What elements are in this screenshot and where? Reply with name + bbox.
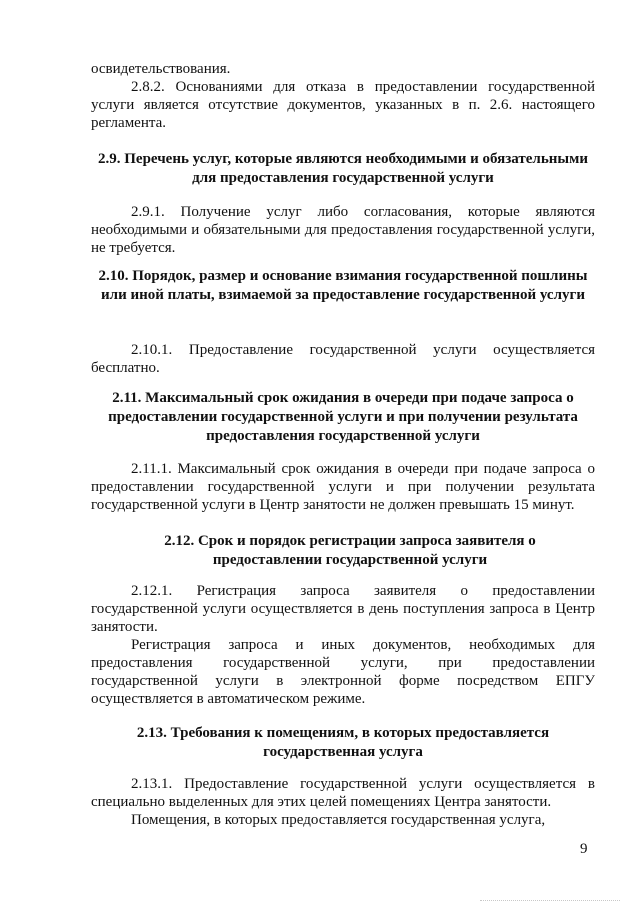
heading-2-10: 2.10. Порядок, размер и основание взимания государственной пошлины или иной платы, взимаемой за предоставление государственной услуги (98, 268, 588, 303)
paragraph-2-11-1: 2.11.1. Максимальный срок ожидания в очереди при подаче запроса о предоставлении государственной услуги и при получении результата государственной услуги в Центр занятости не должен превышать 15 минут. (91, 461, 595, 513)
paragraph-2-8-1-tail: освидетельствования. (91, 61, 231, 77)
paragraph-block-2-8 (91, 60, 595, 132)
paragraph-2-13-1-b: Помещения, в которых предоставляется государственная услуга, (131, 812, 546, 828)
paragraph-block-2-12 (91, 582, 595, 708)
paragraph-block-2-9 (91, 203, 595, 257)
scan-edge-mark (480, 900, 620, 901)
paragraph-2-13-1: 2.13.1. Предоставление государственной услуги осуществляется в специально выделенных для этих целей помещениях Центра занятости. (91, 776, 595, 810)
paragraph-2-12-1-b: Регистрация запроса и иных документов, необходимых для предоставления государственной услуги, при предоставлении государственной услуги в электронной форме посредством ЕПГУ осуществляется в автоматическом режиме. (91, 637, 595, 707)
paragraph-block-2-13 (91, 775, 595, 829)
paragraph-block-2-11 (91, 460, 595, 514)
heading-2-9: 2.9. Перечень услуг, которые являются необходимыми и обязательными для предоставления государственной услуги (98, 151, 588, 186)
heading-2-13: 2.13. Требования к помещениям, в которых предоставляется государственная услуга (136, 725, 550, 760)
paragraph-2-10-1: 2.10.1. Предоставление государственной услуги осуществляется бесплатно. (91, 342, 595, 376)
paragraph-block-2-10 (91, 341, 595, 377)
paragraph-2-12-1: 2.12.1. Регистрация запроса заявителя о предоставлении государственной услуги осуществляется в день поступления запроса в Центр занятости. (91, 583, 595, 635)
paragraph-2-8-2: 2.8.2. Основаниями для отказа в предоставлении государственной услуги является отсутствие документов, указанных в п. 2.6. настоящего регламента. (91, 79, 595, 131)
paragraph-2-9-1: 2.9.1. Получение услуг либо согласования, которые являются необходимыми и обязательными для предоставления государственной услуги, не требуется. (91, 204, 595, 256)
heading-2-11: 2.11. Максимальный срок ожидания в очереди при подаче запроса о предоставлении государственной услуги и при получении результата предоставления государственной услуги (108, 390, 578, 444)
page-number: 9 (580, 841, 588, 857)
heading-2-12: 2.12. Срок и порядок регистрации запроса заявителя о предоставлении государственной услуги (164, 533, 536, 568)
